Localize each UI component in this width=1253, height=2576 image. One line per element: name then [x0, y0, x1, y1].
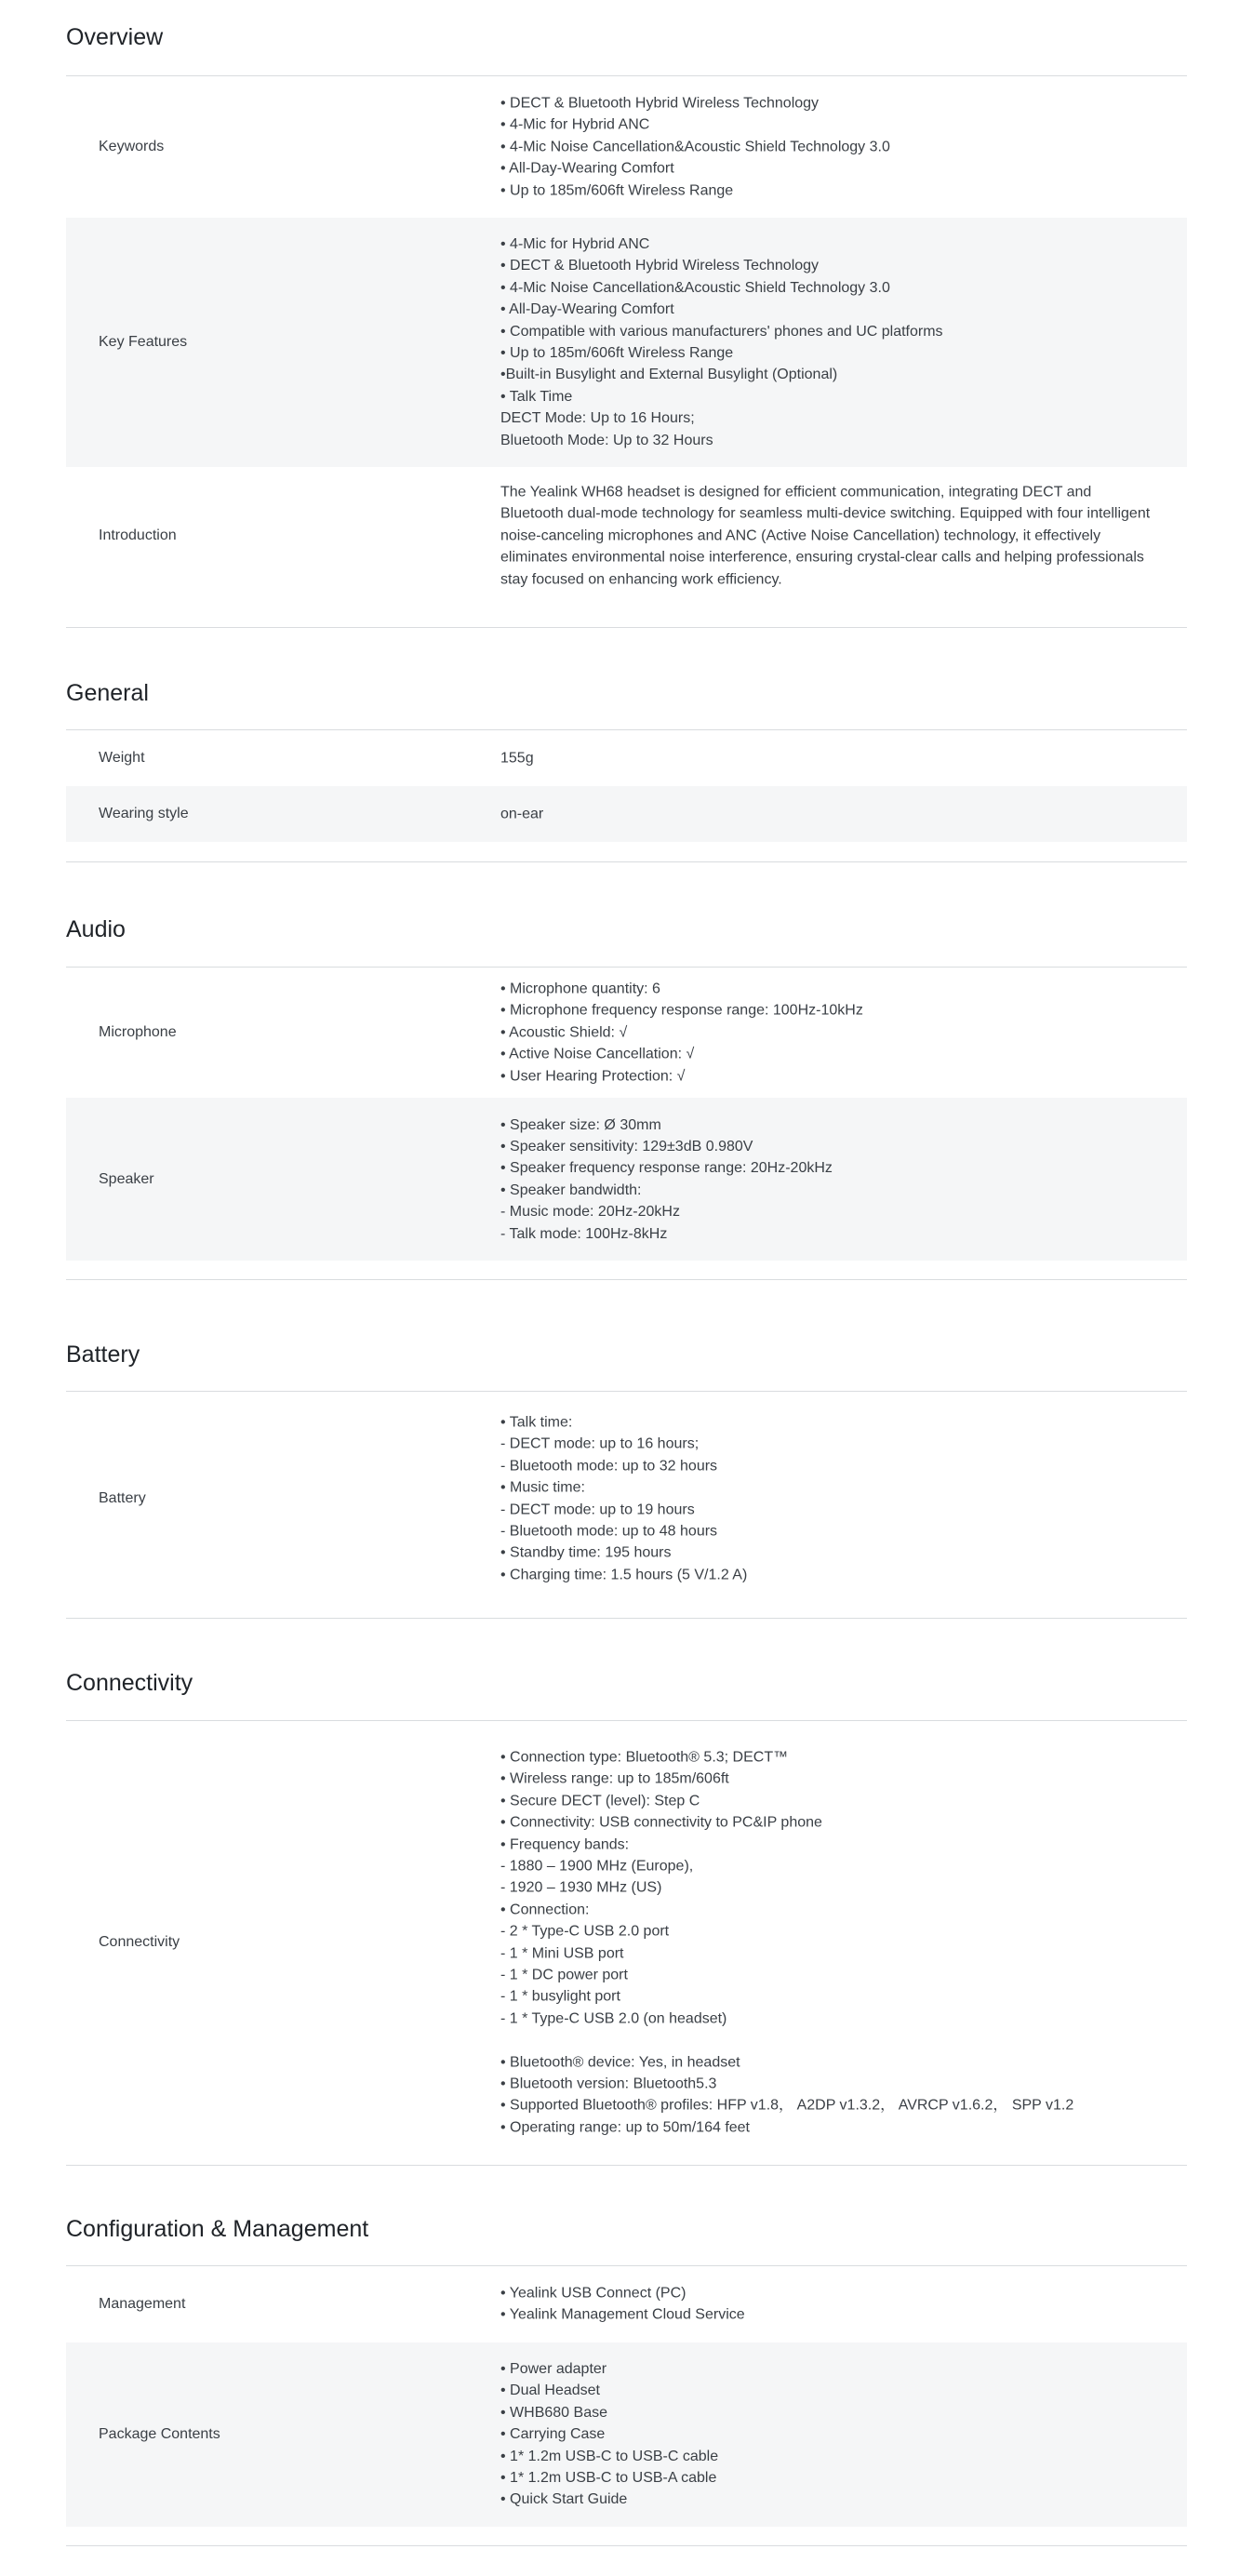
spec-line: • Secure DECT (level): Step C: [500, 1793, 700, 1809]
spec-line: • Yealink USB Connect (PC): [500, 2285, 686, 2302]
section-title-battery: Battery: [66, 1341, 140, 1368]
section-divider: [66, 861, 1187, 862]
spec-label-weight: Weight: [99, 750, 145, 766]
spec-label-management: Management: [99, 2296, 186, 2312]
introduction-text: The Yealink WH68 headset is designed for efficient communication, integrating DECT and Bluetooth dual-mode technology for seamless multi-device switching. Equipped with four intelligent noise-canceling microphones and ANC (Active Noise Cancellation) technology, it effectively eliminates environmental noise interference, ensuring crystal-clear calls and helping professionals stay focused on enhancing work efficiency.: [500, 484, 1151, 588]
spec-line: • Talk time:: [500, 1414, 573, 1431]
spec-line: • User Hearing Protection: √: [500, 1068, 686, 1085]
section-battery: [66, 1343, 1187, 1622]
spec-line: • Yealink Management Cloud Service: [500, 2307, 745, 2323]
spec-value-weight: 155g: [500, 750, 534, 767]
spec-line: - DECT mode: up to 19 hours: [500, 1502, 695, 1517]
spec-line: • Talk Time: [500, 388, 573, 405]
spec-line: - Bluetooth mode: up to 32 hours: [500, 1458, 718, 1475]
spec-line: • Speaker frequency response range: 20Hz-20kHz: [500, 1160, 833, 1177]
spec-line: - 1920 – 1930 MHz (US): [500, 1879, 662, 1896]
spec-line: • 4-Mic for Hybrid ANC: [500, 116, 650, 133]
spec-line: DECT Mode: Up to 16 Hours;: [500, 410, 695, 427]
spec-line: • Music time:: [500, 1479, 585, 1496]
spec-label-package-contents: Package Contents: [99, 2426, 220, 2442]
spec-row-management: [66, 2266, 1187, 2342]
section-title-general: General: [66, 680, 149, 706]
spec-line: - 2 * Type-C USB 2.0 port: [500, 1923, 670, 1940]
spec-line: - 1 * Type-C USB 2.0 (on headset): [500, 2010, 727, 2027]
spec-label-introduction: Introduction: [99, 527, 177, 543]
section-divider: [66, 1618, 1187, 1619]
spec-line: • Acoustic Shield: √: [500, 1024, 628, 1041]
spec-row-weight: [66, 730, 1187, 786]
spec-row-microphone: [66, 968, 1187, 1098]
spec-line: • 4-Mic Noise Cancellation&Acoustic Shield Technology 3.0: [500, 279, 890, 296]
section-title-connectivity: Connectivity: [66, 1670, 193, 1696]
spec-line: Bluetooth Mode: Up to 32 Hours: [500, 432, 713, 448]
spec-line: • Speaker size: Ø 30mm: [500, 1116, 661, 1133]
spec-label-key-features: Key Features: [99, 334, 188, 350]
spec-value-speaker: [500, 1114, 1152, 1244]
spec-line: • 4-Mic for Hybrid ANC: [500, 235, 650, 252]
spec-line: • Connectivity: USB connectivity to PC&IP phone: [500, 1814, 822, 1831]
section-title-audio: Audio: [66, 916, 126, 942]
spec-line: • Bluetooth® device: Yes, in headset: [500, 2054, 740, 2071]
spec-line: • Active Noise Cancellation: √: [500, 1046, 695, 1062]
spec-line: • 1* 1.2m USB-C to USB-A cable: [500, 2470, 717, 2487]
section-overview: [66, 26, 1187, 631]
spec-row-package-contents: [66, 2342, 1187, 2527]
spec-line: • Microphone quantity: 6: [500, 981, 660, 997]
spec-row-speaker: [66, 1098, 1187, 1261]
section-divider: [66, 2545, 1187, 2546]
spec-line: - Bluetooth mode: up to 48 hours: [500, 1523, 718, 1540]
spec-row-key-features: [66, 218, 1187, 467]
spec-line: • Standby time: 195 hours: [500, 1544, 672, 1561]
spec-line: - 1 * DC power port: [500, 1967, 628, 1983]
spec-line: • Up to 185m/606ft Wireless Range: [500, 182, 734, 199]
spec-line: • Microphone frequency response range: 100Hz-10kHz: [500, 1002, 863, 1019]
spec-value-key-features: [500, 234, 1152, 451]
spec-value-keywords: [500, 92, 1152, 201]
spec-line: • Bluetooth version: Bluetooth5.3: [500, 2075, 717, 2092]
spec-line: • Up to 185m/606ft Wireless Range: [500, 345, 734, 361]
spec-value-introduction: [500, 481, 1152, 590]
spec-value-battery: [500, 1411, 1152, 1585]
spec-line: • 1* 1.2m USB-C to USB-C cable: [500, 2448, 719, 2464]
spec-line: - Music mode: 20Hz-20kHz: [500, 1203, 680, 1220]
spec-label-keywords: Keywords: [99, 139, 165, 154]
spec-line: • WHB680 Base: [500, 2404, 607, 2421]
section-title-configuration-management: Configuration & Management: [66, 2216, 369, 2242]
spec-line: • Wireless range: up to 185m/606ft: [500, 1770, 729, 1787]
spec-line: • All-Day-Wearing Comfort: [500, 160, 674, 177]
spec-value-management: [500, 2283, 1152, 2327]
spec-label-microphone: Microphone: [99, 1024, 177, 1040]
spec-line: • All-Day-Wearing Comfort: [500, 301, 674, 318]
spec-value-microphone: [500, 978, 1152, 1087]
spec-line: • 4-Mic Noise Cancellation&Acoustic Shield Technology 3.0: [500, 139, 890, 155]
spec-line: • Power adapter: [500, 2361, 607, 2378]
spec-line: • Charging time: 1.5 hours (5 V/1.2 A): [500, 1567, 748, 1583]
section-connectivity: [66, 1672, 1187, 2174]
spec-row-introduction: [66, 467, 1187, 605]
spec-line: - 1 * busylight port: [500, 1988, 620, 2005]
spec-line: - Talk mode: 100Hz-8kHz: [500, 1225, 668, 1242]
spec-line: • Compatible with various manufacturers' phones and UC platforms: [500, 323, 943, 340]
spec-line: • Speaker sensitivity: 129±3dB 0.980V: [500, 1138, 753, 1155]
spec-line: • Connection type: Bluetooth® 5.3; DECT™: [500, 1749, 789, 1766]
spec-line: • Carrying Case: [500, 2426, 606, 2443]
spec-line: • Speaker bandwidth:: [500, 1181, 642, 1198]
spec-value-package-contents: [500, 2358, 1152, 2511]
section-divider: [66, 2165, 1187, 2166]
spec-label-battery: Battery: [99, 1490, 146, 1506]
section-title-overview: Overview: [66, 24, 164, 50]
spec-row-connectivity: [66, 1721, 1187, 2164]
spec-line: • Dual Headset: [500, 2382, 600, 2399]
spec-row-keywords: [66, 76, 1187, 218]
spec-line: - 1 * Mini USB port: [500, 1945, 624, 1962]
section-divider: [66, 627, 1187, 628]
spec-line: • Connection:: [500, 1902, 590, 1918]
spec-line: •Built-in Busylight and External Busylight (Optional): [500, 367, 838, 383]
spec-label-speaker: Speaker: [99, 1170, 154, 1187]
spec-label-connectivity: Connectivity: [99, 1934, 180, 1950]
spec-line: - 1880 – 1900 MHz (Europe),: [500, 1858, 694, 1875]
spec-line: • Operating range: up to 50m/164 feet: [500, 2119, 750, 2136]
section-general: [66, 682, 1187, 868]
spec-value-wearing-style: on-ear: [500, 806, 544, 822]
spec-line: • Supported Bluetooth® profiles: HFP v1.8， A2DP v1.3.2， AVRCP v1.6.2， SPP v1.2: [500, 2097, 1074, 2114]
spec-row-battery: [66, 1392, 1187, 1606]
spec-line: • DECT & Bluetooth Hybrid Wireless Technology: [500, 95, 820, 112]
spec-row-wearing-style: [66, 786, 1187, 842]
section-divider: [66, 1279, 1187, 1280]
spec-line: • Frequency bands:: [500, 1835, 630, 1852]
spec-line: - DECT mode: up to 16 hours;: [500, 1435, 700, 1452]
spec-line: [500, 2030, 1152, 2051]
spec-line: • DECT & Bluetooth Hybrid Wireless Technology: [500, 258, 820, 274]
section-audio: [66, 918, 1187, 1290]
section-configuration-management: [66, 2218, 1187, 2543]
spec-value-connectivity: [500, 1746, 1152, 2138]
spec-line: • Quick Start Guide: [500, 2491, 628, 2508]
spec-label-wearing-style: Wearing style: [99, 806, 189, 821]
